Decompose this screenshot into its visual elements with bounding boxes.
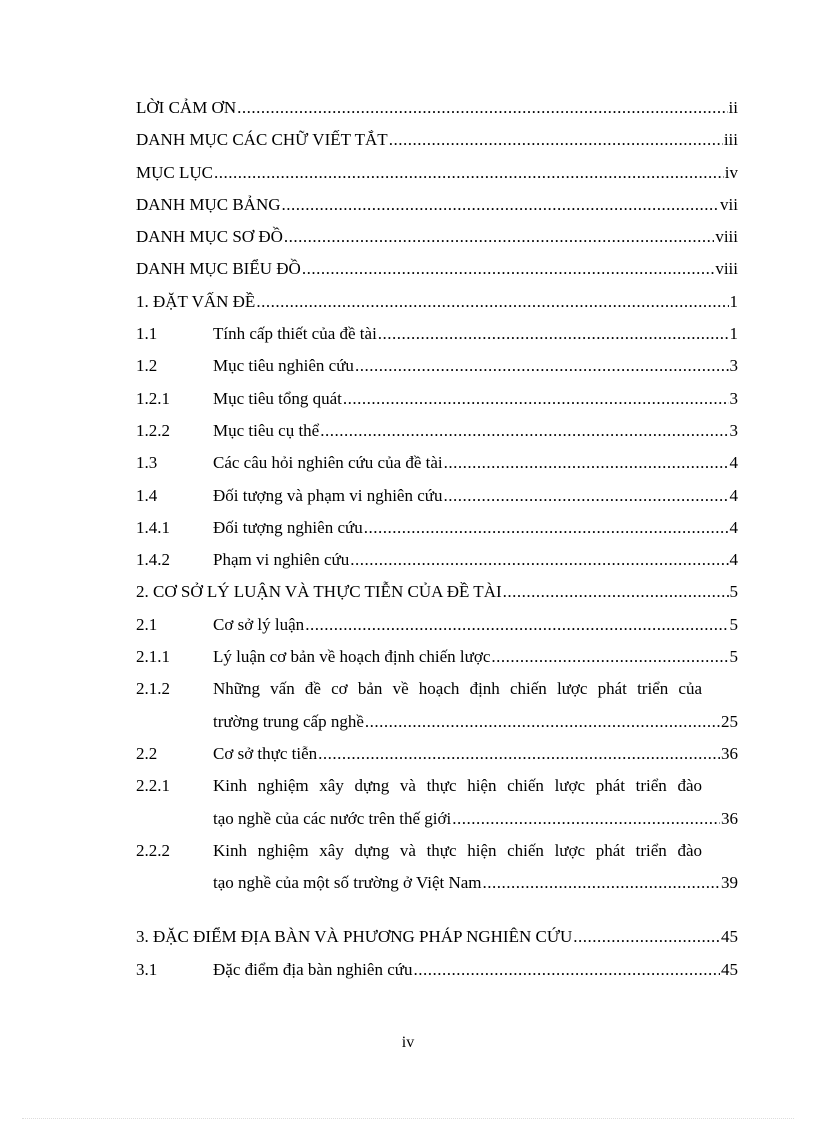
dot-leader <box>305 609 728 641</box>
toc-title: Cơ sở thực tiễn <box>213 743 318 763</box>
dot-leader <box>491 641 728 673</box>
dot-leader <box>483 867 720 899</box>
toc-page: vii <box>720 194 738 214</box>
toc-page: 1 <box>729 291 738 311</box>
dot-leader <box>237 92 727 124</box>
toc-page: 5 <box>729 614 738 634</box>
toc-page: 45 <box>721 927 738 947</box>
toc-entry <box>136 738 738 770</box>
toc-title-continued: trường trung cấp nghề <box>213 711 364 731</box>
dot-leader <box>364 512 729 544</box>
dot-leader <box>503 576 729 608</box>
toc-number: 1.2.2 <box>136 420 170 440</box>
toc-number: 2.1.2 <box>136 679 170 699</box>
toc-title: Mục tiêu nghiên cứu <box>213 356 354 376</box>
toc-page: viii <box>715 259 738 279</box>
toc-page: 4 <box>729 485 738 505</box>
dot-leader <box>284 221 714 253</box>
toc-page: 36 <box>721 743 738 763</box>
toc-title: 2. CƠ SỞ LÝ LUẬN VÀ THỰC TIỄN CỦA ĐỀ TÀI <box>136 582 502 602</box>
toc-entry <box>136 641 738 673</box>
toc-title: 3. ĐẶC ĐIỂM ĐỊA BÀN VÀ PHƯƠNG PHÁP NGHIÊN CỨU <box>136 927 573 947</box>
dot-leader <box>452 803 720 835</box>
toc-title: Tính cấp thiết của đề tài <box>213 324 377 344</box>
toc-page: 39 <box>721 873 738 893</box>
toc-title: DANH MỤC SƠ ĐỒ <box>136 227 283 247</box>
toc-page: 36 <box>721 808 738 828</box>
toc-page: 25 <box>721 711 738 731</box>
toc-number: 2.1 <box>136 614 158 634</box>
toc-page: 3 <box>729 420 738 440</box>
toc-page: iii <box>723 130 738 150</box>
toc-number: 1.2 <box>136 356 158 376</box>
toc-title-continued: tạo nghề của các nước trên thế giới <box>213 808 452 828</box>
toc-entry <box>136 770 738 835</box>
toc-entry <box>136 221 738 253</box>
toc-number: 2.2 <box>136 743 158 763</box>
toc-entry <box>136 318 738 350</box>
toc-entry <box>136 92 738 124</box>
toc-title-continued: tạo nghề của một số trường ở Việt Nam <box>213 873 482 893</box>
toc-entry <box>136 544 738 576</box>
toc-entry <box>136 286 738 318</box>
toc-entry <box>136 189 738 221</box>
toc-page: iv <box>724 162 738 182</box>
table-of-contents <box>136 92 738 986</box>
dot-leader <box>355 350 729 382</box>
toc-entry <box>136 835 738 900</box>
toc-number: 1.1 <box>136 324 158 344</box>
toc-page: 4 <box>729 550 738 570</box>
toc-entry <box>136 383 738 415</box>
toc-title: Kinh nghiệm xây dựng và thực hiện chiến lược phát triển đào <box>213 776 702 796</box>
toc-number: 3.1 <box>136 959 158 979</box>
toc-entry <box>136 609 738 641</box>
toc-entry <box>136 480 738 512</box>
toc-entry <box>136 253 738 285</box>
toc-number: 1.4.1 <box>136 517 170 537</box>
toc-number: 1.3 <box>136 453 158 473</box>
toc-title: Đối tượng và phạm vi nghiên cứu <box>213 485 443 505</box>
toc-number: 2.1.1 <box>136 647 170 667</box>
dot-leader <box>444 480 729 512</box>
toc-number: 1.4.2 <box>136 550 170 570</box>
toc-page: 5 <box>729 647 738 667</box>
dot-leader <box>444 447 729 479</box>
toc-title: Mục tiêu tổng quát <box>213 388 342 408</box>
toc-entry <box>136 415 738 447</box>
toc-title: 1. ĐẶT VẤN ĐỀ <box>136 291 256 311</box>
toc-entry <box>136 350 738 382</box>
toc-page: viii <box>715 227 738 247</box>
page-number: iv <box>401 1034 415 1051</box>
toc-title: Những vấn đề cơ bản về hoạch định chiến lược phát triển của <box>213 679 702 699</box>
toc-page: 3 <box>729 356 738 376</box>
toc-number: 1.2.1 <box>136 388 170 408</box>
toc-entry <box>136 954 738 986</box>
toc-number: 2.2.1 <box>136 776 170 796</box>
toc-title: DANH MỤC BIỂU ĐỒ <box>136 259 301 279</box>
toc-title: Các câu hỏi nghiên cứu của đề tài <box>213 453 443 473</box>
toc-page: 4 <box>729 453 738 473</box>
spacer <box>136 899 738 921</box>
dot-leader <box>378 318 729 350</box>
dot-leader <box>343 383 729 415</box>
toc-title: Mục tiêu cụ thể <box>213 420 320 440</box>
dot-leader <box>214 157 724 189</box>
toc-title: DANH MỤC BẢNG <box>136 194 281 214</box>
dot-leader <box>282 189 720 221</box>
toc-title: Cơ sở lý luận <box>213 614 305 634</box>
toc-title: Lý luận cơ bản về hoạch định chiến lược <box>213 647 491 667</box>
toc-page: 1 <box>729 324 738 344</box>
toc-page: ii <box>728 98 738 117</box>
toc-title: LỜI CẢM ƠN <box>136 98 237 117</box>
dot-leader <box>320 415 728 447</box>
toc-entry <box>136 512 738 544</box>
dot-leader <box>350 544 728 576</box>
toc-page: 45 <box>721 959 738 979</box>
dot-leader <box>318 738 720 770</box>
toc-page: 3 <box>729 388 738 408</box>
toc-title: Đối tượng nghiên cứu <box>213 517 363 537</box>
toc-title: DANH MỤC CÁC CHỮ VIẾT TẮT <box>136 130 388 150</box>
toc-number: 2.2.2 <box>136 840 170 860</box>
toc-entry <box>136 921 738 953</box>
dot-leader <box>573 921 720 953</box>
toc-title: Đặc điểm địa bàn nghiên cứu <box>213 959 413 979</box>
toc-title: MỤC LỤC <box>136 162 213 182</box>
toc-page: 5 <box>729 582 738 602</box>
page-edge-divider <box>22 1118 794 1119</box>
toc-title: Phạm vi nghiên cứu <box>213 550 350 570</box>
toc-number: 1.4 <box>136 485 158 505</box>
dot-leader <box>389 124 723 156</box>
toc-entry <box>136 157 738 189</box>
dot-leader <box>413 954 720 986</box>
dot-leader <box>256 286 728 318</box>
toc-entry <box>136 124 738 156</box>
dot-leader <box>302 253 715 285</box>
toc-entry <box>136 576 738 608</box>
dot-leader <box>365 706 720 738</box>
toc-entry <box>136 673 738 738</box>
toc-title: Kinh nghiệm xây dựng và thực hiện chiến lược phát triển đào <box>213 840 702 860</box>
toc-entry <box>136 447 738 479</box>
toc-page: 4 <box>729 517 738 537</box>
